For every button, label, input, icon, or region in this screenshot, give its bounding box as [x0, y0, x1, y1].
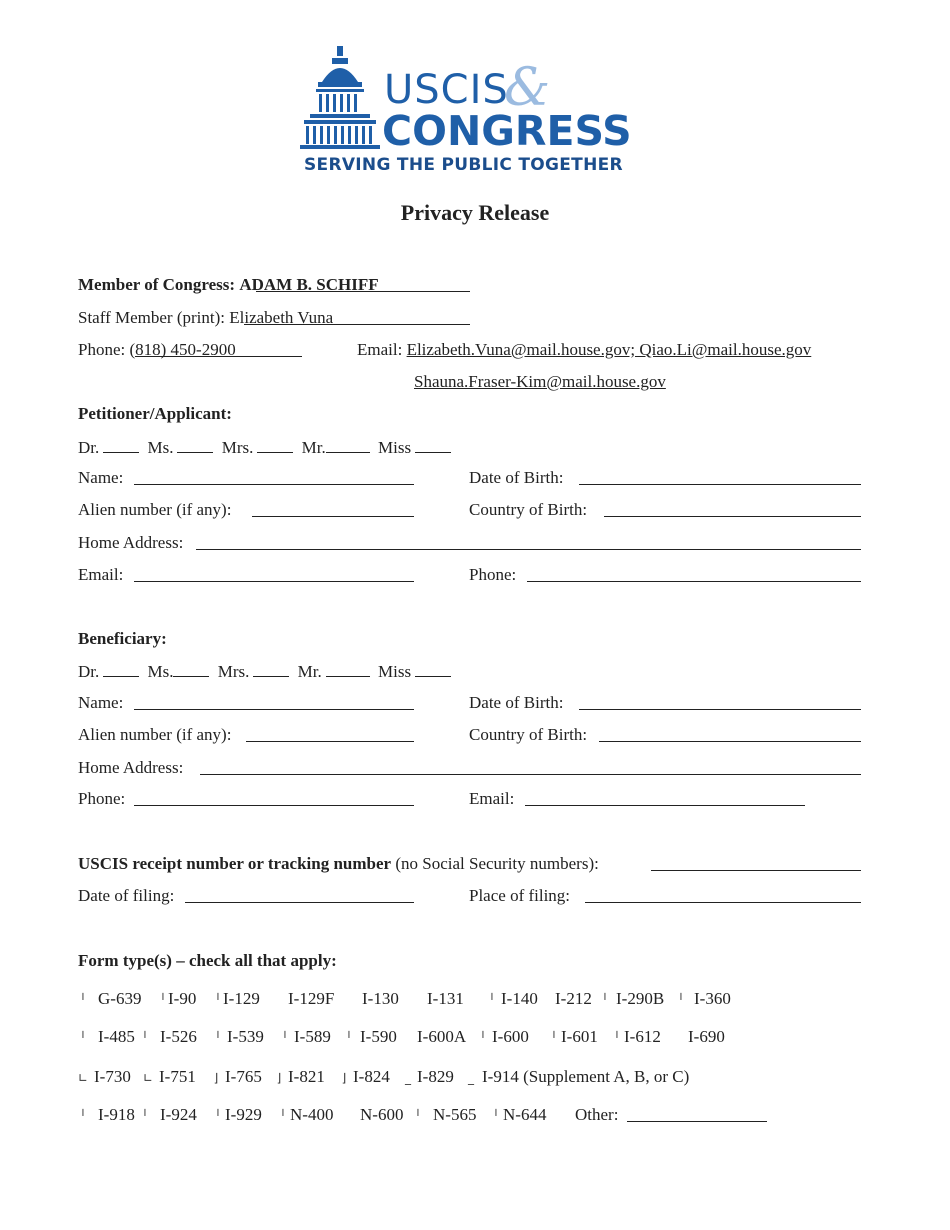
title-dr: Dr.: [78, 438, 100, 457]
form-option[interactable]: ╵ G-639: [79, 989, 142, 1008]
checkbox-icon[interactable]: ∟: [143, 1071, 154, 1085]
other-form-field[interactable]: [627, 1121, 767, 1122]
checkbox-icon[interactable]: ╵: [141, 1031, 149, 1045]
staff-email-label: Email:: [357, 340, 403, 359]
dr-blank[interactable]: [103, 437, 139, 453]
checkbox-icon[interactable]: ╵: [279, 1109, 287, 1123]
form-option[interactable]: ⌋ I-824: [339, 1067, 390, 1088]
receipt-number: [78, 854, 599, 874]
form-option[interactable]: ╵ I-485: [79, 1027, 135, 1046]
form-option-other: Other:: [575, 1105, 619, 1124]
petitioner-email-field[interactable]: [134, 581, 414, 582]
form-types-heading: Form type(s) – check all that apply:: [78, 951, 337, 970]
form-option[interactable]: ∟ I-730: [78, 1067, 131, 1086]
mr-blank[interactable]: [326, 437, 370, 453]
form-option[interactable]: ╵ N-565: [414, 1105, 477, 1124]
receipt-label-rest: (no Social Security numbers):: [395, 854, 599, 873]
petitioner-alien-field[interactable]: [252, 516, 414, 517]
staff-phone: [78, 340, 236, 360]
petitioner-name-label: Name:: [78, 468, 124, 487]
checkbox-icon[interactable]: ╵: [79, 1109, 87, 1123]
miss-blank[interactable]: [415, 661, 451, 677]
petitioner-heading: Petitioner/Applicant:: [78, 404, 232, 423]
checkbox-icon[interactable]: ⌋: [276, 1071, 282, 1085]
title-ms: Ms.: [147, 438, 174, 457]
form-option[interactable]: ╵ I-601: [550, 1027, 598, 1046]
form-option[interactable]: ╵ I-290B: [601, 989, 665, 1008]
petitioner-name-field[interactable]: [134, 484, 414, 485]
logo-uscis: USCIS: [384, 67, 509, 113]
checkbox-icon[interactable]: ╵: [214, 1031, 222, 1045]
title-dr: Dr.: [78, 662, 100, 681]
form-option[interactable]: _ I-914 (Supplement A, B, or C): [468, 1067, 690, 1086]
checkbox-icon[interactable]: ╵: [492, 1109, 500, 1123]
petitioner-alien-label: Alien number (if any):: [78, 500, 232, 519]
staff-email-value[interactable]: Elizabeth.Vuna@mail.house.gov; Qiao.Li@mail.house.gov: [406, 340, 812, 359]
receipt-number-field[interactable]: [651, 870, 861, 871]
petitioner-phone-label: Phone:: [469, 565, 517, 584]
beneficiary-titles: [78, 661, 451, 682]
ms-blank[interactable]: [173, 661, 209, 677]
petitioner-email-label: Email:: [78, 565, 124, 584]
beneficiary-phone-label: Phone:: [78, 789, 126, 808]
checkbox-icon[interactable]: ⌋: [341, 1071, 347, 1085]
title-mr: Mr.: [297, 662, 322, 681]
form-option[interactable]: ╵ I-600: [479, 1027, 529, 1046]
checkbox-icon[interactable]: ╵: [613, 1031, 621, 1045]
checkbox-icon[interactable]: ╵: [214, 1109, 222, 1123]
beneficiary-alien-label: Alien number (if any):: [78, 725, 232, 744]
mrs-blank[interactable]: [253, 661, 289, 677]
capitol-dome-icon: [300, 42, 380, 152]
petitioner-titles: [78, 437, 451, 458]
staff-phone-underline: [135, 356, 302, 357]
checkbox-icon[interactable]: ╵: [159, 993, 167, 1007]
checkbox-icon[interactable]: _: [468, 1071, 474, 1085]
checkbox-icon[interactable]: ╵: [214, 993, 222, 1007]
staff-phone-value: (818) 450-2900: [129, 340, 236, 359]
form-option[interactable]: ⌋ I-821: [274, 1067, 325, 1088]
form-option[interactable]: N-600: [360, 1105, 404, 1124]
petitioner-cob-label: Country of Birth:: [469, 500, 588, 519]
petitioner-dob-field[interactable]: [579, 484, 861, 485]
form-option[interactable]: I-690: [688, 1027, 725, 1046]
checkbox-icon[interactable]: _: [405, 1071, 411, 1085]
form-option[interactable]: I-600A: [417, 1027, 467, 1046]
form-option[interactable]: ╵I-129: [214, 989, 260, 1008]
date-of-filing-field[interactable]: [185, 902, 414, 903]
title-mrs: Mrs.: [217, 662, 250, 681]
form-option[interactable]: I-130: [362, 989, 399, 1008]
checkbox-icon[interactable]: ⌋: [213, 1071, 219, 1085]
petitioner-cob-field[interactable]: [604, 516, 861, 517]
form-option[interactable]: ╵ I-526: [141, 1027, 197, 1046]
beneficiary-phone-field[interactable]: [134, 805, 414, 806]
form-option[interactable]: ╵ N-644: [492, 1105, 547, 1124]
checkbox-icon[interactable]: ╵: [677, 993, 685, 1007]
petitioner-address-field[interactable]: [196, 549, 861, 550]
form-option[interactable]: I-131: [427, 989, 464, 1008]
title-ms: Ms.: [147, 662, 174, 681]
logo-tagline: SERVING THE PUBLIC TOGETHER: [304, 155, 623, 175]
form-option[interactable]: ∟ I-751: [143, 1067, 196, 1086]
member-label: Member of Congress:: [78, 275, 236, 294]
form-option[interactable]: ╵ I-929: [214, 1105, 262, 1124]
place-of-filing-label: Place of filing:: [469, 886, 571, 905]
mrs-blank[interactable]: [257, 437, 293, 453]
form-option[interactable]: ╵ I-590: [345, 1027, 397, 1046]
page-title: Privacy Release: [400, 200, 550, 225]
petitioner-dob-label: Date of Birth:: [469, 468, 564, 487]
form-option[interactable]: ╵ I-589: [281, 1027, 331, 1046]
member-value: ADAM B. SCHIFF: [239, 275, 379, 294]
beneficiary-dob-field[interactable]: [579, 709, 861, 710]
checkbox-icon[interactable]: ╵: [79, 1031, 87, 1045]
beneficiary-address-field[interactable]: [200, 774, 861, 775]
beneficiary-dob-label: Date of Birth:: [469, 693, 564, 712]
checkbox-icon[interactable]: ╵: [345, 1031, 353, 1045]
uscis-congress-logo: [300, 42, 640, 182]
staff-member: [78, 308, 333, 328]
form-option[interactable]: ╵ I-612: [613, 1027, 661, 1046]
title-mrs: Mrs.: [221, 438, 254, 457]
staff-phone-label: Phone:: [78, 340, 126, 359]
form-option[interactable]: ╵ I-360: [677, 989, 731, 1008]
checkbox-icon[interactable]: ╵: [281, 1031, 289, 1045]
mr-blank[interactable]: [326, 661, 370, 677]
member-underline: [256, 291, 470, 292]
form-option[interactable]: ⌋ I-765: [211, 1067, 262, 1088]
ms-blank[interactable]: [177, 437, 213, 453]
checkbox-icon[interactable]: ╵: [601, 993, 609, 1007]
title-miss: Miss: [377, 662, 412, 681]
place-of-filing-field[interactable]: [585, 902, 861, 903]
staff-email: [357, 340, 811, 360]
form-option[interactable]: I-212: [555, 989, 592, 1008]
beneficiary-name-field[interactable]: [134, 709, 414, 710]
form-option[interactable]: ╵ I-539: [214, 1027, 264, 1046]
beneficiary-cob-label: Country of Birth:: [469, 725, 588, 744]
checkbox-icon[interactable]: ╵: [414, 1109, 422, 1123]
beneficiary-alien-field[interactable]: [246, 741, 414, 742]
form-option[interactable]: ╵ I-140: [488, 989, 538, 1008]
checkbox-icon[interactable]: ╵: [79, 993, 87, 1007]
staff-value: Elizabeth Vuna: [229, 308, 334, 327]
staff-label: Staff Member (print):: [78, 308, 225, 327]
beneficiary-cob-field[interactable]: [599, 741, 861, 742]
beneficiary-name-label: Name:: [78, 693, 124, 712]
staff-underline: [244, 324, 470, 325]
logo-ampersand: &: [504, 58, 551, 118]
beneficiary-email-field[interactable]: [525, 805, 805, 806]
form-option[interactable]: ╵ N-400: [279, 1105, 334, 1124]
title-miss: Miss: [377, 438, 412, 457]
title-mr: Mr.: [301, 438, 326, 457]
member-of-congress: [78, 275, 379, 295]
staff-email-value-2[interactable]: Shauna.Fraser-Kim@mail.house.gov: [414, 372, 666, 391]
beneficiary-heading: Beneficiary:: [78, 629, 167, 648]
petitioner-phone-field[interactable]: [527, 581, 861, 582]
form-option[interactable]: _ I-829: [405, 1067, 454, 1086]
checkbox-icon[interactable]: ╵: [479, 1031, 487, 1045]
miss-blank[interactable]: [415, 437, 451, 453]
petitioner-address-label: Home Address:: [78, 533, 184, 552]
checkbox-icon[interactable]: ╵: [141, 1109, 149, 1123]
form-option[interactable]: ╵I-90: [159, 989, 197, 1008]
beneficiary-email-label: Email:: [469, 789, 515, 808]
form-option[interactable]: ╵ I-924: [141, 1105, 197, 1124]
logo-congress: CONGRESS: [382, 107, 632, 155]
dr-blank[interactable]: [103, 661, 139, 677]
form-option[interactable]: ╵ I-918: [79, 1105, 135, 1124]
checkbox-icon[interactable]: ∟: [78, 1071, 89, 1085]
receipt-label-bold: USCIS receipt number or tracking number: [78, 854, 392, 873]
checkbox-icon[interactable]: ╵: [550, 1031, 558, 1045]
form-option[interactable]: I-129F: [288, 989, 335, 1008]
beneficiary-address-label: Home Address:: [78, 758, 184, 777]
checkbox-icon[interactable]: ╵: [488, 993, 496, 1007]
date-of-filing-label: Date of filing:: [78, 886, 175, 905]
